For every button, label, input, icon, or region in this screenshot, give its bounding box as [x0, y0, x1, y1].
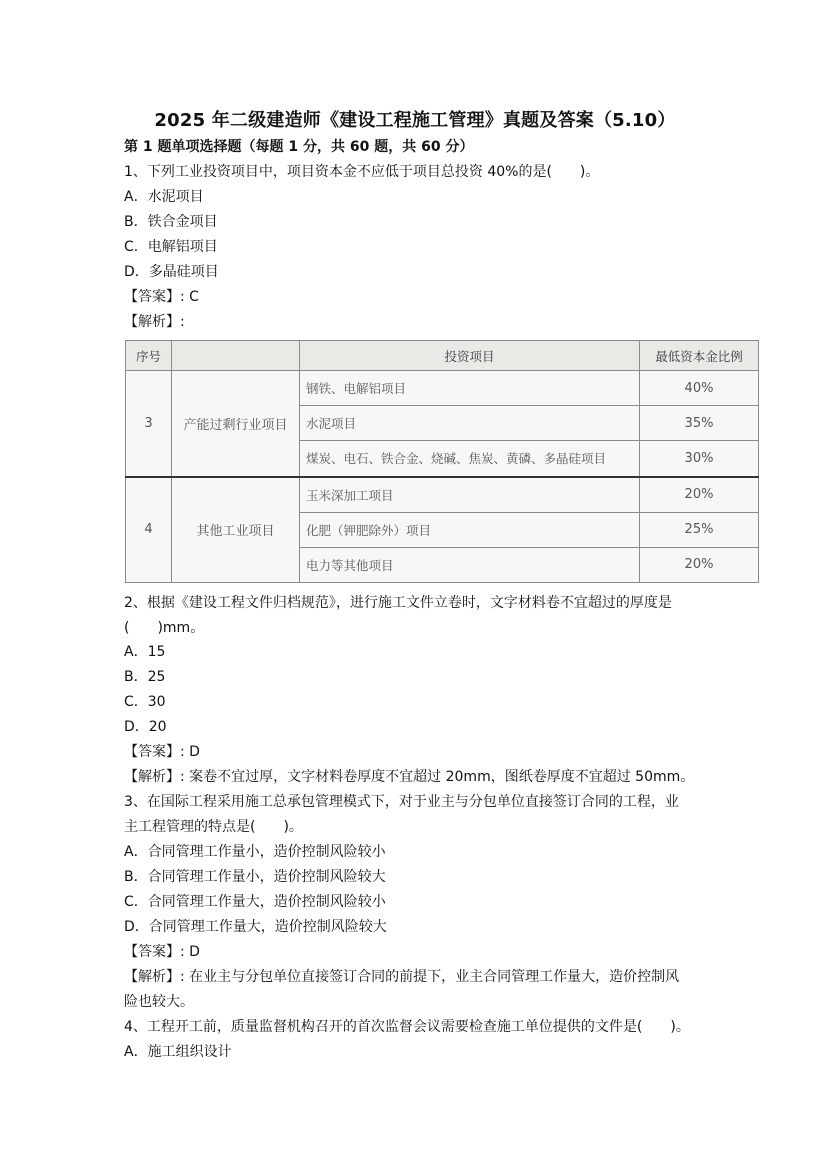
question-2-cont: ( )mm。: [124, 620, 205, 636]
option-d: D．合同管理工作量大，造价控制风险较大: [124, 919, 387, 935]
question-1: 1、下列工业投资项目中，项目资本金不应低于项目总投资 40%的是( )。: [124, 164, 600, 180]
answer-3: 【答案】: D: [124, 944, 200, 960]
table-cell-ratio: 20%: [640, 477, 759, 513]
table-cell-item: 电力等其他项目: [300, 547, 640, 582]
option-d: D．多晶硅项目: [124, 264, 219, 280]
question-4: 4、工程开工前，质量监督机构召开的首次监督会议需要检查施工单位提供的文件是( )。: [124, 1019, 690, 1035]
table-cell-item: 水泥项目: [300, 406, 640, 441]
analysis-3-cont: 险也较大。: [124, 994, 194, 1010]
option-b: B．25: [124, 669, 166, 685]
question-3: 3、在国际工程采用施工总承包管理模式下，对于业主与分包单位直接签订合同的工程，业: [124, 794, 679, 810]
document-title: 2025 年二级建造师《建设工程施工管理》真题及答案（5.10）: [154, 110, 676, 131]
option-a: A．合同管理工作量小，造价控制风险较小: [124, 844, 386, 860]
analysis-3: 【解析】: 在业主与分包单位直接签订合同的前提下，业主合同管理工作量大，造价控制风: [124, 969, 680, 985]
table-cell-item: 化肥（钾肥除外）项目: [300, 512, 640, 547]
table-header-ratio: 最低资本金比例: [640, 341, 759, 371]
table-cell-no: 3: [126, 371, 172, 477]
table-cell-category: 其他工业项目: [172, 477, 300, 583]
table-cell-no: 4: [126, 477, 172, 583]
option-a: A．15: [124, 644, 166, 660]
table-header-category: [172, 341, 300, 371]
option-b: B．合同管理工作量小，造价控制风险较大: [124, 869, 386, 885]
table-header-item: 投资项目: [300, 341, 640, 371]
analysis-2: 【解析】: 案卷不宜过厚，文字材料卷厚度不宜超过 20mm，图纸卷厚度不宜超过 50mm。: [124, 769, 695, 785]
question-2: 2、根据《建设工程文件归档规范》，进行施工文件立卷时，文字材料卷不宜超过的厚度是: [124, 595, 672, 611]
table-cell-ratio: 25%: [640, 512, 759, 547]
table-cell-item: 煤炭、电石、铁合金、烧碱、焦炭、黄磷、多晶硅项目: [300, 441, 640, 477]
table-header-no: 序号: [126, 341, 172, 371]
table-cell-ratio: 30%: [640, 441, 759, 477]
option-c: C．电解铝项目: [124, 239, 218, 255]
capital-ratio-table: [125, 340, 758, 583]
section-heading: 第 1 题单项选择题（每题 1 分，共 60 题，共 60 分）: [124, 139, 474, 155]
question-3-cont: 主工程管理的特点是( )。: [124, 819, 303, 835]
option-c: C．合同管理工作量大，造价控制风险较小: [124, 894, 386, 910]
analysis-1: 【解析】:: [124, 314, 185, 330]
table-cell-ratio: 20%: [640, 547, 759, 582]
option-c: C．30: [124, 694, 166, 710]
table-cell-category: 产能过剩行业项目: [172, 371, 300, 477]
option-b: B．铁合金项目: [124, 214, 218, 230]
option-d: D．20: [124, 719, 167, 735]
answer-2: 【答案】: D: [124, 744, 200, 760]
table-cell-ratio: 40%: [640, 371, 759, 406]
table-cell-item: 玉米深加工项目: [300, 477, 640, 513]
table-cell-ratio: 35%: [640, 406, 759, 441]
answer-1: 【答案】: C: [124, 289, 199, 305]
option-a: A．施工组织设计: [124, 1044, 232, 1060]
option-a: A．水泥项目: [124, 189, 204, 205]
table-cell-item: 钢铁、电解铝项目: [300, 371, 640, 406]
